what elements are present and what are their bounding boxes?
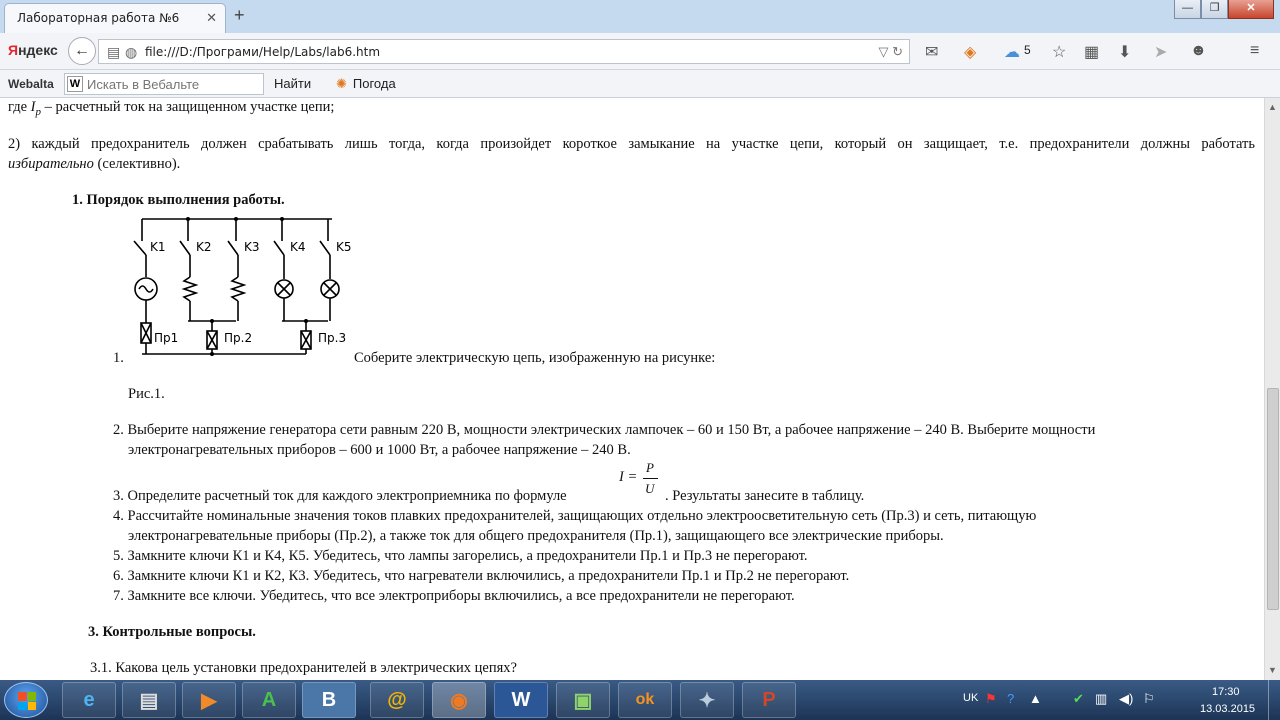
- requirement-2-rest: (селективно).: [93, 156, 181, 172]
- tab-lab6[interactable]: [4, 3, 226, 33]
- monitor-app-icon[interactable]: ▣: [556, 682, 610, 718]
- firefox-icon[interactable]: ◉: [432, 682, 486, 718]
- page-icon: ▤: [107, 44, 121, 60]
- media-player-icon[interactable]: ▶: [182, 682, 236, 718]
- step-4-line1: 4. Рассчитайте номинальные значения токов плавких предохранителей, защищающих отдельно электроосветительную сеть (Пр.3) и сеть, питающую: [113, 508, 1037, 524]
- requirement-2-italic: избирательно: [8, 156, 94, 172]
- webalta-logo[interactable]: Webalta: [8, 77, 54, 91]
- scrollbar-thumb[interactable]: [1267, 388, 1279, 610]
- reload-icon[interactable]: ▽ ↻: [878, 44, 903, 59]
- section-3-heading: 3. Контрольные вопросы.: [88, 624, 256, 640]
- yandex-logo-letter: Я: [8, 42, 19, 58]
- download-icon[interactable]: ⬇: [1118, 44, 1132, 61]
- smiley-icon[interactable]: ☻: [1190, 42, 1207, 59]
- step-2-line2: электронагревательных приборов – 600 и 1000 Вт, а рабочее напряжение – 240 В.: [128, 442, 631, 458]
- scroll-up-icon[interactable]: ▲: [1268, 102, 1277, 112]
- label-k1: K1: [150, 240, 166, 254]
- formula-numerator: P: [646, 460, 654, 475]
- network-tray-icon[interactable]: ▥: [1095, 691, 1108, 706]
- step-4-line2: электронагревательные приборы (Пр.2), а также ток для общего предохранителя (Пр.1), защищающего все электрические приборы.: [128, 528, 944, 544]
- taskbar: [0, 680, 1280, 720]
- flag-tray-icon[interactable]: ⚐: [1143, 691, 1155, 706]
- send-icon[interactable]: ➤: [1154, 44, 1168, 61]
- ie-icon[interactable]: e: [62, 682, 116, 718]
- clock-date[interactable]: 13.03.2015: [1200, 703, 1256, 715]
- step-1-text: Соберите электрическую цепь, изображенную на рисунке:: [354, 350, 716, 366]
- mail-icon[interactable]: ✉: [925, 44, 939, 61]
- current-subscript: p: [35, 105, 42, 118]
- scroll-down-icon[interactable]: ▼: [1268, 665, 1277, 675]
- show-desktop-button[interactable]: [1268, 680, 1280, 720]
- yandex-logo-rest: ндекс: [18, 42, 58, 58]
- tab-title: Лабораторная работа №6: [17, 11, 180, 25]
- label-k4: K4: [290, 240, 306, 254]
- vk-icon[interactable]: B: [302, 682, 356, 718]
- weather-sun-icon: ✺: [336, 76, 347, 91]
- webalta-search-input[interactable]: [87, 76, 259, 92]
- vertical-scrollbar[interactable]: [1264, 98, 1280, 680]
- line1-prefix: где: [8, 99, 31, 115]
- formula-denominator: U: [645, 481, 655, 496]
- close-window-button[interactable]: ✕: [1228, 0, 1274, 19]
- label-pr3: Пр.3: [318, 331, 347, 345]
- yandex-bar-icon[interactable]: ◈: [964, 44, 977, 61]
- step-2-line1: 2. Выберите напряжение генератора сети равным 220 В, мощности электрических лампочек – 60 и 150 Вт, а рабочее напряжение – 240 В. Выберите мощности: [113, 422, 1096, 438]
- formula-lhs: I =: [619, 469, 638, 485]
- file-manager-icon[interactable]: ▤: [122, 682, 176, 718]
- maximize-button[interactable]: ❐: [1201, 0, 1228, 19]
- start-button[interactable]: [4, 682, 48, 718]
- current-symbol: I: [30, 99, 36, 115]
- word-icon[interactable]: W: [494, 682, 548, 718]
- figure-caption: Рис.1.: [128, 386, 165, 402]
- label-pr2: Пр.2: [224, 331, 253, 345]
- back-button[interactable]: ←: [68, 37, 96, 65]
- new-tab-button[interactable]: +: [234, 5, 245, 25]
- minimize-button[interactable]: —: [1174, 0, 1201, 19]
- emblem-app-icon[interactable]: ✦: [680, 682, 734, 718]
- label-k2: K2: [196, 240, 212, 254]
- odnoklassniki-icon[interactable]: ok: [618, 682, 672, 718]
- step-3-text: 3. Определите расчетный ток для каждого электроприемника по формуле: [113, 488, 567, 504]
- tray-overflow-icon[interactable]: ▲: [1029, 691, 1042, 706]
- acrobat-tray-icon[interactable]: ⚑: [985, 691, 997, 706]
- powerpoint-icon[interactable]: P: [742, 682, 796, 718]
- section-1-heading: 1. Порядок выполнения работы.: [72, 192, 285, 208]
- label-pr1: Пр1: [154, 331, 179, 345]
- webalta-search[interactable]: [64, 73, 264, 95]
- weather-count: 5: [1024, 43, 1031, 57]
- line1-text: – расчетный ток на защищенном участке цепи;: [41, 99, 335, 115]
- bookmark-star-icon[interactable]: ☆: [1052, 44, 1067, 61]
- formula-fraction-bar: [643, 478, 658, 479]
- mail-agent-icon[interactable]: @: [370, 682, 424, 718]
- label-k3: K3: [244, 240, 260, 254]
- window-controls: [1174, 0, 1274, 20]
- page-content: [0, 98, 1264, 680]
- tab-close-icon[interactable]: ✕: [206, 10, 217, 25]
- clock-time[interactable]: 17:30: [1212, 686, 1240, 698]
- volume-tray-icon[interactable]: ◀): [1119, 691, 1134, 706]
- current-definition-line: [8, 99, 334, 118]
- search-toolbar: [0, 70, 1280, 98]
- yandex-logo[interactable]: [8, 42, 58, 58]
- requirement-2-line1: 2) каждый предохранитель должен срабатывать лишь тогда, когда произойдет короткое замыкание на участке цепи, который он защищает, т.е. предохранители должны работать: [8, 136, 1255, 152]
- globe-icon: ◍: [125, 44, 138, 60]
- step-6-text: 6. Замкните ключи К1 и К2, К3. Убедитесь, что нагреватели включились, а предохранители Пр.1 и Пр.2 не перегорают.: [113, 568, 850, 584]
- weather-cloud-icon[interactable]: ☁: [1004, 44, 1020, 61]
- webalta-w-icon: W: [67, 76, 83, 92]
- bookmarks-list-icon[interactable]: ▦: [1084, 44, 1100, 61]
- find-button[interactable]: Найти: [274, 76, 312, 91]
- step-7-text: 7. Замкните все ключи. Убедитесь, что все электроприборы включились, а все предохранители не перегорают.: [113, 588, 795, 604]
- requirement-2-line2: [8, 156, 180, 173]
- menu-icon[interactable]: ≡: [1250, 42, 1260, 59]
- step-5-text: 5. Замкните ключи К1 и К4, К5. Убедитесь, что лампы загорелись, а предохранители Пр.1 и Пр.3 не перегорают.: [113, 548, 808, 564]
- green-a-app-icon[interactable]: A: [242, 682, 296, 718]
- navigation-bar: [0, 33, 1280, 70]
- circuit-diagram: [128, 211, 354, 361]
- step-1-number: 1.: [113, 350, 124, 366]
- weather-button[interactable]: [336, 76, 396, 92]
- language-indicator[interactable]: UK: [963, 692, 979, 704]
- weather-label: Погода: [352, 76, 396, 91]
- windows-logo-icon: [18, 692, 36, 710]
- label-k5: K5: [336, 240, 352, 254]
- address-bar[interactable]: [98, 39, 910, 64]
- url-text: file:///D:/Програми/Help/Labs/lab6.htm: [145, 45, 381, 59]
- help-tray-icon[interactable]: ?: [1007, 691, 1015, 706]
- question-3-1: 3.1. Какова цель установки предохранителей в электрических цепях?: [90, 660, 517, 676]
- update-tray-icon[interactable]: ✔: [1073, 691, 1084, 706]
- step-3-rest: . Результаты занесите в таблицу.: [665, 488, 865, 504]
- title-bar: [0, 0, 1280, 33]
